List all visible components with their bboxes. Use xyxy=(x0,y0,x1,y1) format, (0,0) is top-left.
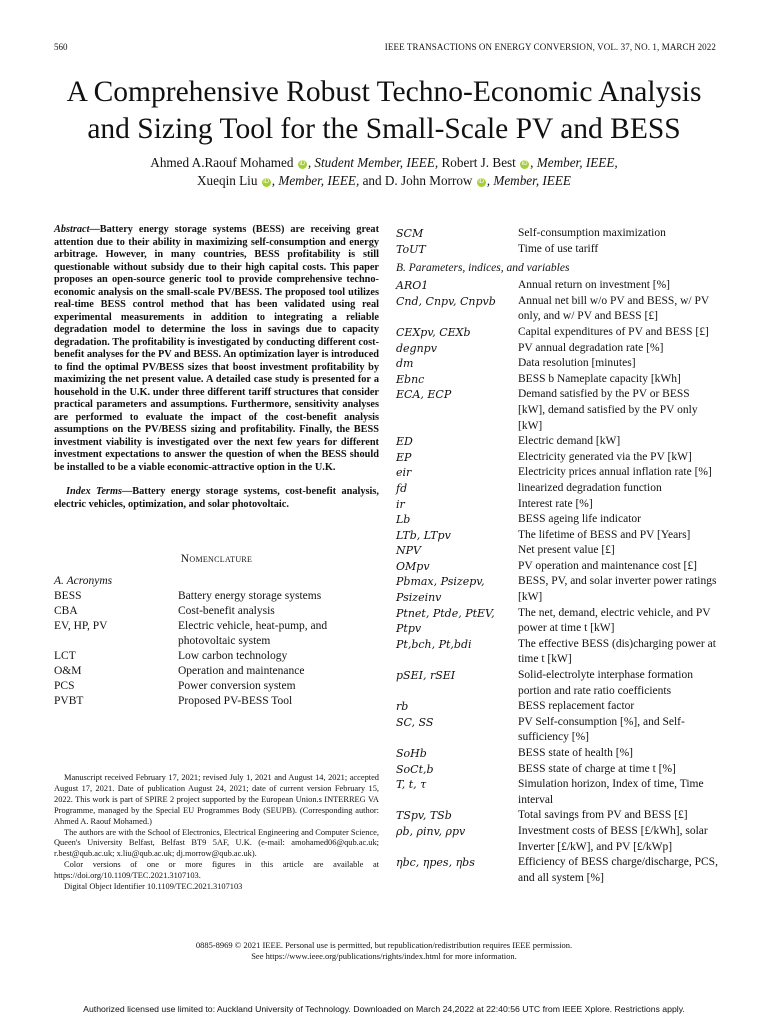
nomenclature-row xyxy=(54,604,379,619)
nomenclature-definition: PV annual degradation rate [%] xyxy=(518,341,664,354)
nomenclature-row xyxy=(396,434,719,450)
nomenclature-row xyxy=(396,699,719,715)
nomenclature-row xyxy=(396,543,719,559)
orcid-icon[interactable]: iD xyxy=(521,161,528,167)
author-role: , Member, IEEE, xyxy=(271,173,360,188)
footnote-doi: Digital Object Identifier 10.1109/TEC.2021.3107103 xyxy=(64,882,243,892)
nomenclature-term: PVBT xyxy=(54,695,84,707)
nomenclature-row xyxy=(396,450,719,466)
title-line-1: A Comprehensive Robust Techno-Economic Analysis xyxy=(66,76,702,108)
acronym-cont-list xyxy=(396,226,719,257)
nomenclature-term: SCM xyxy=(396,227,424,240)
nomenclature-definition: Demand satisfied by the PV or BESS [kW], demand satisfied by the PV only [kW] xyxy=(518,388,698,432)
nomenclature-term: Ptnet, Ptde, PtEV, Ptpv xyxy=(396,606,495,636)
nomenclature-row xyxy=(396,715,719,746)
nomenclature-row xyxy=(396,559,719,575)
abstract xyxy=(54,224,379,474)
abstract-lead: Abstract xyxy=(54,224,90,235)
nomenclature-term: NPV xyxy=(396,544,421,558)
copyright-notice xyxy=(0,940,768,962)
nomenclature-term: LTb, LTpv xyxy=(396,528,451,542)
copyright-line-2: See https://www.ieee.org/publications/rights/index.html for more information. xyxy=(251,951,517,961)
author-line-1 xyxy=(40,154,728,172)
nomenclature-definition: Power conversion system xyxy=(178,680,296,692)
copyright-line-1: 0885-8969 © 2021 IEEE. Personal use is permitted, but republication/redistribution requires IEEE permission. xyxy=(195,940,573,950)
author-name: Xueqin Liu xyxy=(197,173,258,188)
nomenclature-definition: Investment costs of BESS [£/kWh], solar Inverter [£/kW], and PV [£/kWp] xyxy=(518,824,708,853)
author-role: , Student Member, IEEE, xyxy=(307,155,439,170)
nomenclature-definition: Interest rate [%] xyxy=(518,497,593,510)
nomenclature-term: PCS xyxy=(54,680,75,692)
title-line-2: and Sizing Tool for the Small-Scale PV and BESS xyxy=(87,113,681,145)
nomenclature-row xyxy=(396,668,719,699)
nomenclature-definition: Data resolution [minutes] xyxy=(518,357,636,370)
author-name: Ahmed A.Raouf Mohamed xyxy=(150,155,294,170)
author-role: , Member, IEEE, xyxy=(530,155,618,170)
nomenclature-row xyxy=(396,574,719,605)
nomenclature-definition: BESS, PV, and solar inverter power ratings [kW] xyxy=(518,575,717,604)
nomenclature-definition: Capital expenditures of PV and BESS [£] xyxy=(518,325,709,338)
nomenclature-term: Ebnc xyxy=(396,372,425,386)
footnote-affiliation: The authors are with the School of Electronics, Electrical Engineering and Computer Science, Queen's University Belfast, Belfast BT9 5AF, U.K. (e-mail: amohamed06@qub.ac.uk; r.best@qub.ac.uk; x.liu@qub.ac.uk; dj.morrow@qub.ac.uk). xyxy=(54,827,379,859)
nomenclature-row xyxy=(396,278,719,294)
nomenclature-row xyxy=(396,356,719,372)
nomenclature-row xyxy=(396,606,719,637)
nomenclature-definition: BESS state of charge at time t [%] xyxy=(518,762,676,775)
nomenclature-definition: PV Self-consumption [%], and Self-sufficiency [%] xyxy=(518,715,685,744)
nomenclature-term: ρb, ρinv, ρpv xyxy=(396,824,466,838)
nomenclature-definition: Total savings from PV and BESS [£] xyxy=(518,809,688,822)
nomenclature-row xyxy=(54,619,379,649)
author-role: , Member, IEEE xyxy=(486,173,571,188)
license-notice: Authorized licensed use limited to: Auckland University of Technology. Downloaded on March 24,2022 at 22:40:56 UTC from IEEE Xplore. Restrictions apply. xyxy=(83,1004,685,1014)
section-parameters: B. Parameters, indices, and variables xyxy=(396,262,570,275)
nomenclature-row xyxy=(54,589,379,604)
nomenclature-term: rb xyxy=(396,700,409,714)
nomenclature-row xyxy=(396,341,719,357)
nomenclature-term: O&M xyxy=(54,665,82,677)
nomenclature-row xyxy=(396,824,719,855)
footnote-manuscript: Manuscript received February 17, 2021; revised July 1, 2021 and August 14, 2021; accepted August 17, 2021. Date of publication August 24, 2021; date of current version February 15, 2022. This work is part of SPIRE 2 project supported by the European Union.s INTERREG VA Programme, managed by the Special EU Programmes Body (SEUPB). (Corresponding author: Ahmed A. Raouf Mohamed.) xyxy=(54,773,379,826)
nomenclature-term: ARO1 xyxy=(396,279,429,293)
nomenclature-definition: Self-consumption maximization xyxy=(518,227,666,239)
nomenclature-row xyxy=(396,808,719,824)
nomenclature-definition: BESS replacement factor xyxy=(518,700,635,713)
nomenclature-definition: The net, demand, electric vehicle, and PV power at time t [kW] xyxy=(518,606,711,635)
nomenclature-term: ED xyxy=(396,435,413,449)
left-column xyxy=(54,224,379,709)
nomenclature-definition: The lifetime of BESS and PV [Years] xyxy=(518,528,691,541)
nomenclature-row xyxy=(396,226,719,242)
nomenclature-definition: linearized degradation function xyxy=(518,481,662,494)
index-terms-lead: Index Terms xyxy=(66,486,122,497)
nomenclature-row xyxy=(396,481,719,497)
nomenclature-definition: Electricity generated via the PV [kW] xyxy=(518,450,692,463)
page-number: 560 xyxy=(54,42,68,52)
nomenclature-row xyxy=(396,325,719,341)
nomenclature-row xyxy=(396,242,719,258)
right-column xyxy=(396,226,719,886)
nomenclature-row xyxy=(54,649,379,664)
nomenclature-definition: PV operation and maintenance cost [£] xyxy=(518,559,697,572)
nomenclature-row xyxy=(54,664,379,679)
section-acronyms: A. Acronyms xyxy=(54,575,113,587)
nomenclature-term: SoCt,b xyxy=(396,762,434,776)
nomenclature-term: SoHb xyxy=(396,747,427,760)
acronym-list xyxy=(54,589,379,709)
nomenclature-definition: Cost-benefit analysis xyxy=(178,605,275,617)
nomenclature-term: ir xyxy=(396,497,405,511)
nomenclature-term: Pbmax, Psizepv, Psizeinv xyxy=(396,575,485,605)
nomenclature-row xyxy=(396,387,719,434)
nomenclature-term: OMpv xyxy=(396,559,430,573)
parameter-list xyxy=(396,278,719,886)
nomenclature-definition: Battery energy storage systems xyxy=(178,590,322,602)
nomenclature-term: dm xyxy=(396,357,414,371)
nomenclature-heading: Nomenclature xyxy=(180,553,253,565)
nomenclature-row xyxy=(396,746,719,762)
nomenclature-term: ToUT xyxy=(396,242,426,256)
nomenclature-term: EP xyxy=(396,450,412,464)
author-list xyxy=(40,154,728,190)
nomenclature-row xyxy=(396,497,719,513)
nomenclature-term: degnpv xyxy=(396,341,437,355)
nomenclature-term: ECA, ECP xyxy=(396,388,452,402)
nomenclature-row xyxy=(396,528,719,544)
nomenclature-term: Lb xyxy=(396,513,411,527)
nomenclature-term: SC, SS xyxy=(396,715,434,729)
orcid-icon[interactable]: iD xyxy=(263,179,270,185)
nomenclature-definition: Low carbon technology xyxy=(178,650,288,662)
author-line-2 xyxy=(40,172,728,190)
nomenclature-term: eir xyxy=(396,466,412,480)
nomenclature-row xyxy=(54,679,379,694)
index-terms-text: —Battery energy storage systems, cost-benefit analysis, electric vehicles, optimization, and solar photovoltaic. xyxy=(54,486,379,510)
nomenclature-term: fd xyxy=(396,481,408,495)
nomenclature-term: CEXpv, CEXb xyxy=(396,325,471,339)
orcid-icon[interactable]: iD xyxy=(478,179,485,185)
nomenclature-row xyxy=(396,465,719,481)
nomenclature-row xyxy=(396,762,719,778)
nomenclature-definition: The effective BESS (dis)charging power at time t [kW] xyxy=(518,637,716,666)
footnotes xyxy=(54,773,379,893)
abstract-text: —Battery energy storage systems (BESS) are receiving great attention due to their ability in maximizing self-consumption and energy arbitrage. However, in many countries, BESS profitability is still questionable without subsidy due to their high capital costs. This paper proposes an open-source generic tool to provide comprehensive techno-economic analysis on the small-scale PV/BESS. The proposed tool utilizes real-time BESS control method that has been validated using real experimental measurements in addition to integrating a reliable degradation model to determine the loss in savings due to capacity degradation. The profitability is investigated by conducting different cost-benefit analyses for the PV and BESS. An optimization layer is introduced to find the optimal PV/BESS sizes that boost investment profitability by maximizing the net present value. A detailed case study is presented for a household in the U.K. under three different tariff structures that consider practical parameters and assumptions. Furthermore, sensitivity analyses are performed to evaluate the impact of the cost-benefit analysis assumptions on the PV/BESS sizing and profitability. Finally, the BESS investment viability is investigated over the next few years for different investment expectations to answer the question of when the BESS should be installed to be a viable economic-attractive option in the U.K. xyxy=(54,224,379,473)
nomenclature-row xyxy=(54,694,379,709)
nomenclature-term: Pt,bch, Pt,bdi xyxy=(396,637,472,651)
nomenclature-definition: Annual net bill w/o PV and BESS, w/ PV only, and w/ PV and BESS [£] xyxy=(518,294,709,323)
nomenclature-definition: Solid-electrolyte interphase formation portion and rate ratio coefficients xyxy=(518,669,693,697)
author-name: Robert J. Best xyxy=(438,155,516,170)
nomenclature-definition: Electricity prices annual inflation rate [%] xyxy=(518,466,712,479)
paper-title xyxy=(40,74,728,148)
nomenclature-term: ηbc, ηpes, ηbs xyxy=(396,856,475,870)
nomenclature-definition: BESS b Nameplate capacity [kWh] xyxy=(518,372,681,385)
nomenclature-definition: Efficiency of BESS charge/discharge, PCS, and all system [%] xyxy=(518,856,718,884)
nomenclature-term: BESS xyxy=(54,590,82,602)
nomenclature-definition: Simulation horizon, Index of time, Time interval xyxy=(518,778,704,806)
nomenclature-definition: Time of use tariff xyxy=(518,242,599,255)
nomenclature-definition: Annual return on investment [%] xyxy=(518,279,671,292)
author-name: and D. John Morrow xyxy=(359,173,473,188)
nomenclature-definition: Electric vehicle, heat-pump, and photovoltaic system xyxy=(178,620,328,647)
nomenclature-definition: Operation and maintenance xyxy=(178,665,305,677)
nomenclature-definition: BESS state of health [%] xyxy=(518,747,633,759)
index-terms xyxy=(54,486,379,511)
nomenclature-definition: Electric demand [kW] xyxy=(518,435,621,448)
footnote-color: Color versions of one or more figures in this article are available at https://doi.org/10.1109/TEC.2021.3107103. xyxy=(54,860,379,881)
nomenclature-row xyxy=(396,294,719,325)
orcid-icon[interactable]: iD xyxy=(299,161,306,167)
nomenclature-term: T, t, τ xyxy=(396,778,427,792)
nomenclature-term: LCT xyxy=(54,650,76,662)
nomenclature-definition: BESS ageing life indicator xyxy=(518,513,641,526)
nomenclature-term: TSpv, TSb xyxy=(396,809,452,823)
nomenclature-term: CBA xyxy=(54,605,78,617)
nomenclature-term: pSEI, rSEI xyxy=(396,669,456,683)
nomenclature-definition: Proposed PV-BESS Tool xyxy=(178,695,293,707)
nomenclature-row xyxy=(396,512,719,528)
nomenclature-row xyxy=(396,777,719,808)
nomenclature-definition: Net present value [£] xyxy=(518,544,615,557)
nomenclature-term: Cnd, Cnpv, Cnpvb xyxy=(396,294,496,308)
nomenclature-row xyxy=(396,637,719,668)
journal-header: IEEE TRANSACTIONS ON ENERGY CONVERSION, VOL. 37, NO. 1, MARCH 2022 xyxy=(384,42,716,52)
nomenclature-row xyxy=(396,855,719,886)
nomenclature-term: EV, HP, PV xyxy=(54,620,108,632)
nomenclature-row xyxy=(396,372,719,388)
